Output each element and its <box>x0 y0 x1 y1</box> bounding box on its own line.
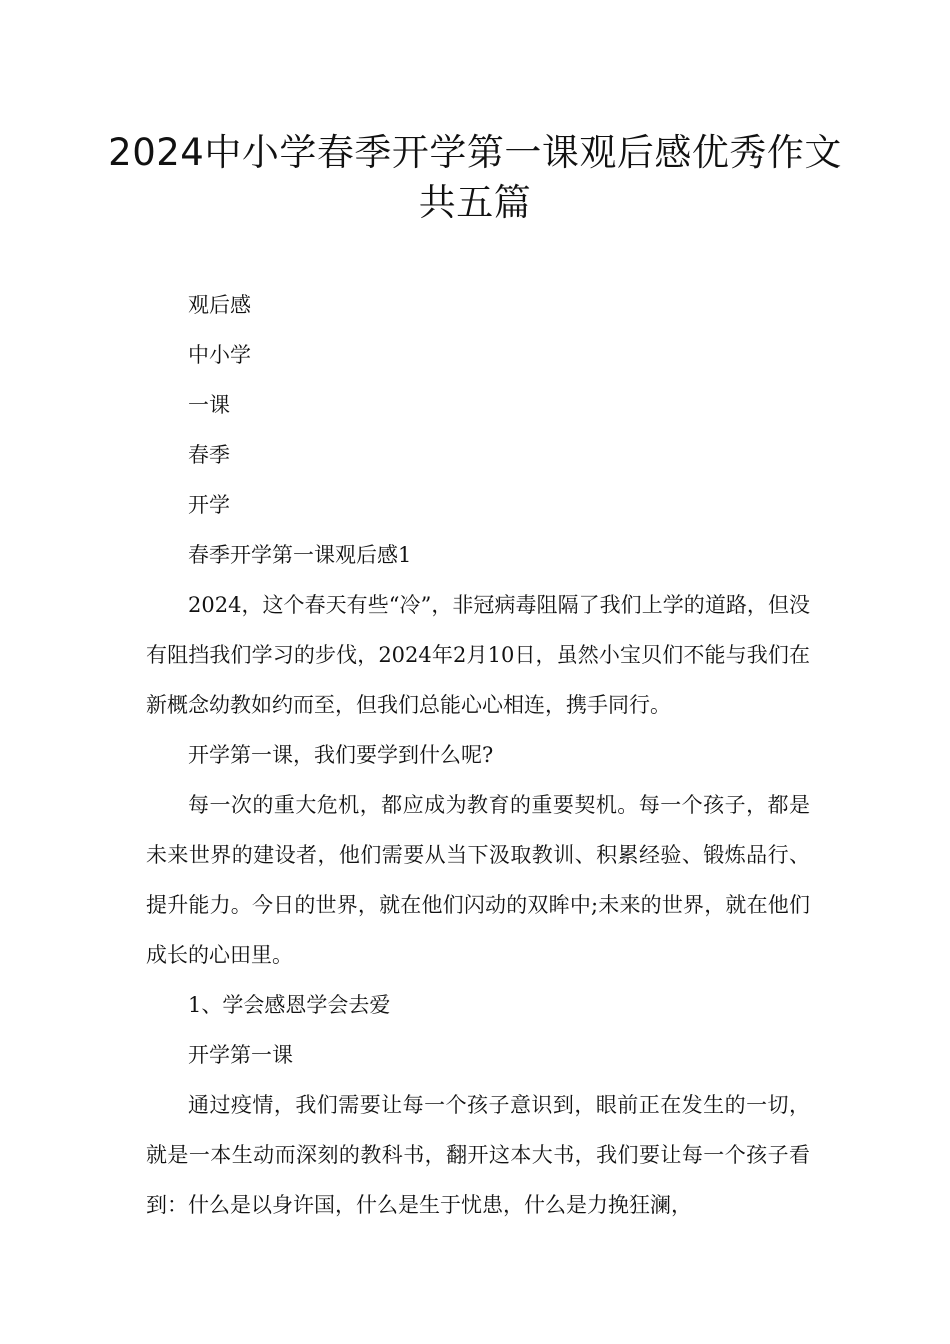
paragraph: 春季开学第一课观后感1 <box>188 543 412 567</box>
paragraph: 每一次的重大危机，都应成为教育的重要契机。每一个孩子，都是未来世界的建设者，他们需要从当下汲取教训、积累经验、锻炼品行、提升能力。今日的世界，就在他们闪动的双眸中;未来的世界，就在他们成长的心田里。 <box>146 793 810 967</box>
document-title: 2024中小学春季开学第一课观后感优秀作文共五篇 <box>108 131 842 224</box>
paragraph: 观后感 <box>188 293 251 317</box>
paragraph: 开学第一课 <box>188 1043 293 1067</box>
paragraph: 2024，这个春天有些“冷”，非冠病毒阻隔了我们上学的道路，但没有阻挡我们学习的步伐，2024年2月10日，虽然小宝贝们不能与我们在新概念幼教如约而至，但我们总能心心相连，携手同行。 <box>146 593 810 717</box>
document-body <box>146 280 810 1230</box>
paragraph: 1、学会感恩学会去爱 <box>188 993 391 1017</box>
paragraph: 一课 <box>188 393 230 417</box>
paragraph: 开学 <box>188 493 230 517</box>
paragraph: 中小学 <box>188 343 251 367</box>
paragraph: 开学第一课，我们要学到什么呢? <box>188 743 494 767</box>
paragraph: 通过疫情，我们需要让每一个孩子意识到，眼前正在发生的一切，就是一本生动而深刻的教科书，翻开这本大书，我们要让每一个孩子看到：什么是以身许国，什么是生于忧患，什么是力挽狂澜， <box>146 1093 810 1217</box>
paragraph: 春季 <box>188 443 230 467</box>
